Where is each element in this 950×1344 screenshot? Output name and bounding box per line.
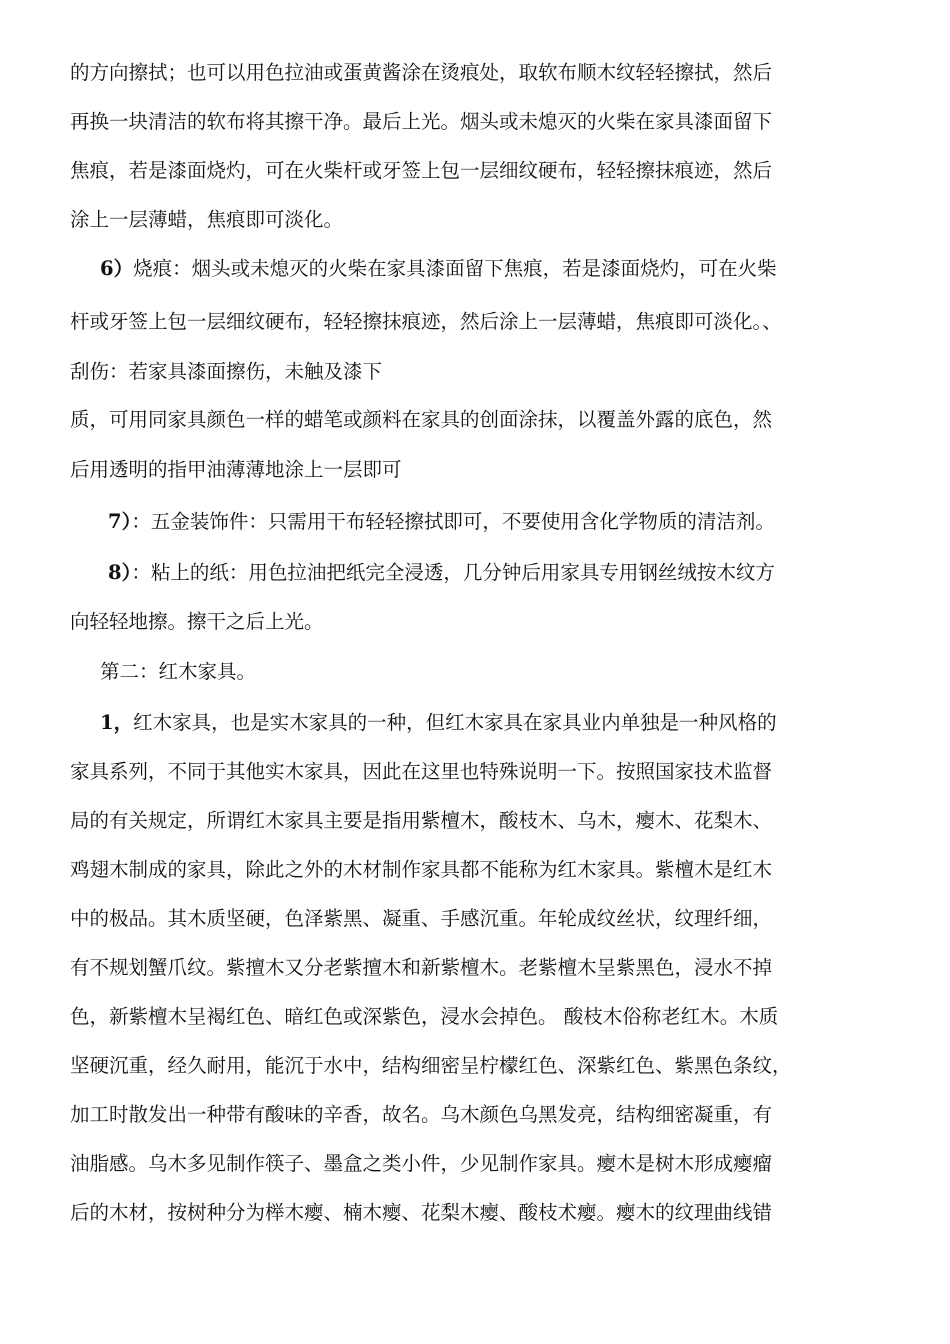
text-line: 坚硬沉重，经久耐用，能沉于水中，结构细密呈柠檬红色、深紫红色、紫黑色条纹， — [70, 1054, 792, 1077]
text-line: 再换一块清洁的软布将其擦干净。最后上光。烟头或未熄灭的火柴在家具漆面留下 — [70, 110, 773, 133]
text-line: 有不规划蟹爪纹。紫擅木又分老紫擅木和新紫檀木。老紫檀木呈紫黑色，浸水不掉 — [70, 956, 773, 979]
item6-number: 6） — [100, 257, 134, 280]
text-line: 刮伤：若家具漆面擦伤，未触及漆下 — [70, 360, 383, 383]
item8-number: 8） — [108, 561, 132, 584]
text-line: 中的极品。其木质坚硬，色泽紫黑、凝重、手感沉重。年轮成纹丝状，纹理纤细， — [70, 907, 773, 930]
text-line: 红木家具，也是实木家具的一种，但红木家具在家具业内单独是一种风格的 — [133, 711, 777, 734]
section-heading: 第二：红木家具。 — [100, 660, 257, 683]
text-line: 后的木材，按树种分为榉木瘿、楠木瘿、花梨木瘿、酸枝术瘿。瘿木的纹理曲线错 — [70, 1201, 773, 1224]
text-line: 鸡翅木制成的家具，除此之外的木材制作家具都不能称为红木家具。紫檀木是红木 — [70, 858, 773, 881]
text-line: 后用透明的指甲油薄薄地涂上一层即可 — [70, 458, 402, 481]
item6-first-line — [100, 254, 777, 284]
text-line: 涂上一层薄蜡，焦痕即可淡化。 — [70, 208, 344, 231]
text-line: 色，新紫檀木呈褐红色、暗红色或深紫色，浸水会掉色。 酸枝木俗称老红木。木质 — [70, 1005, 779, 1028]
redwood-number: 1， — [100, 711, 134, 734]
text-line: 加工时散发出一种带有酸味的辛香，故名。乌木颜色乌黑发亮，结构细密凝重，有 — [70, 1103, 773, 1126]
text-line: 杆或牙签上包一层细纹硬布，轻轻擦抹痕迹，然后涂上一层薄蜡，焦痕即可淡化。、 — [70, 310, 782, 333]
text-line: 局的有关规定，所谓红木家具主要是指用紫檀木，酸枝木、乌木，瘿木、花梨木、 — [70, 809, 773, 832]
text-line: 焦痕，若是漆面烧灼，可在火柴杆或牙签上包一层细纹硬布，轻轻擦抹痕迹，然后 — [70, 159, 773, 182]
redwood-first-line — [100, 708, 777, 738]
text-line: 的方向擦拭；也可以用色拉油或蛋黄酱涂在烫痕处，取软布顺木纹轻轻擦拭，然后 — [70, 61, 773, 84]
item7-line — [108, 507, 775, 537]
text-line: 烧痕：烟头或未熄灭的火柴在家具漆面留下焦痕，若是漆面烧灼，可在火柴 — [133, 257, 777, 280]
item7-number: 7） — [108, 510, 132, 533]
item8-first-line — [108, 558, 775, 588]
text-line: ：五金装饰件：只需用干布轻轻擦拭即可，不要使用含化学物质的清洁剂。 — [131, 510, 775, 533]
text-line: 向轻轻地擦。擦干之后上光。 — [70, 610, 324, 633]
text-line: ：粘上的纸：用色拉油把纸完全浸透，几分钟后用家具专用钢丝绒按木纹方 — [131, 561, 775, 584]
text-line: 油脂感。乌木多见制作筷子、墨盒之类小件，少见制作家具。瘿木是树木形成瘿瘤 — [70, 1152, 773, 1175]
text-line: 质，可用同家具颜色一样的蜡笔或颜料在家具的创面涂抹，以覆盖外露的底色，然 — [70, 408, 773, 431]
text-line: 家具系列，不同于其他实木家具，因此在这里也特殊说明一下。按照国家技术监督 — [70, 760, 773, 783]
